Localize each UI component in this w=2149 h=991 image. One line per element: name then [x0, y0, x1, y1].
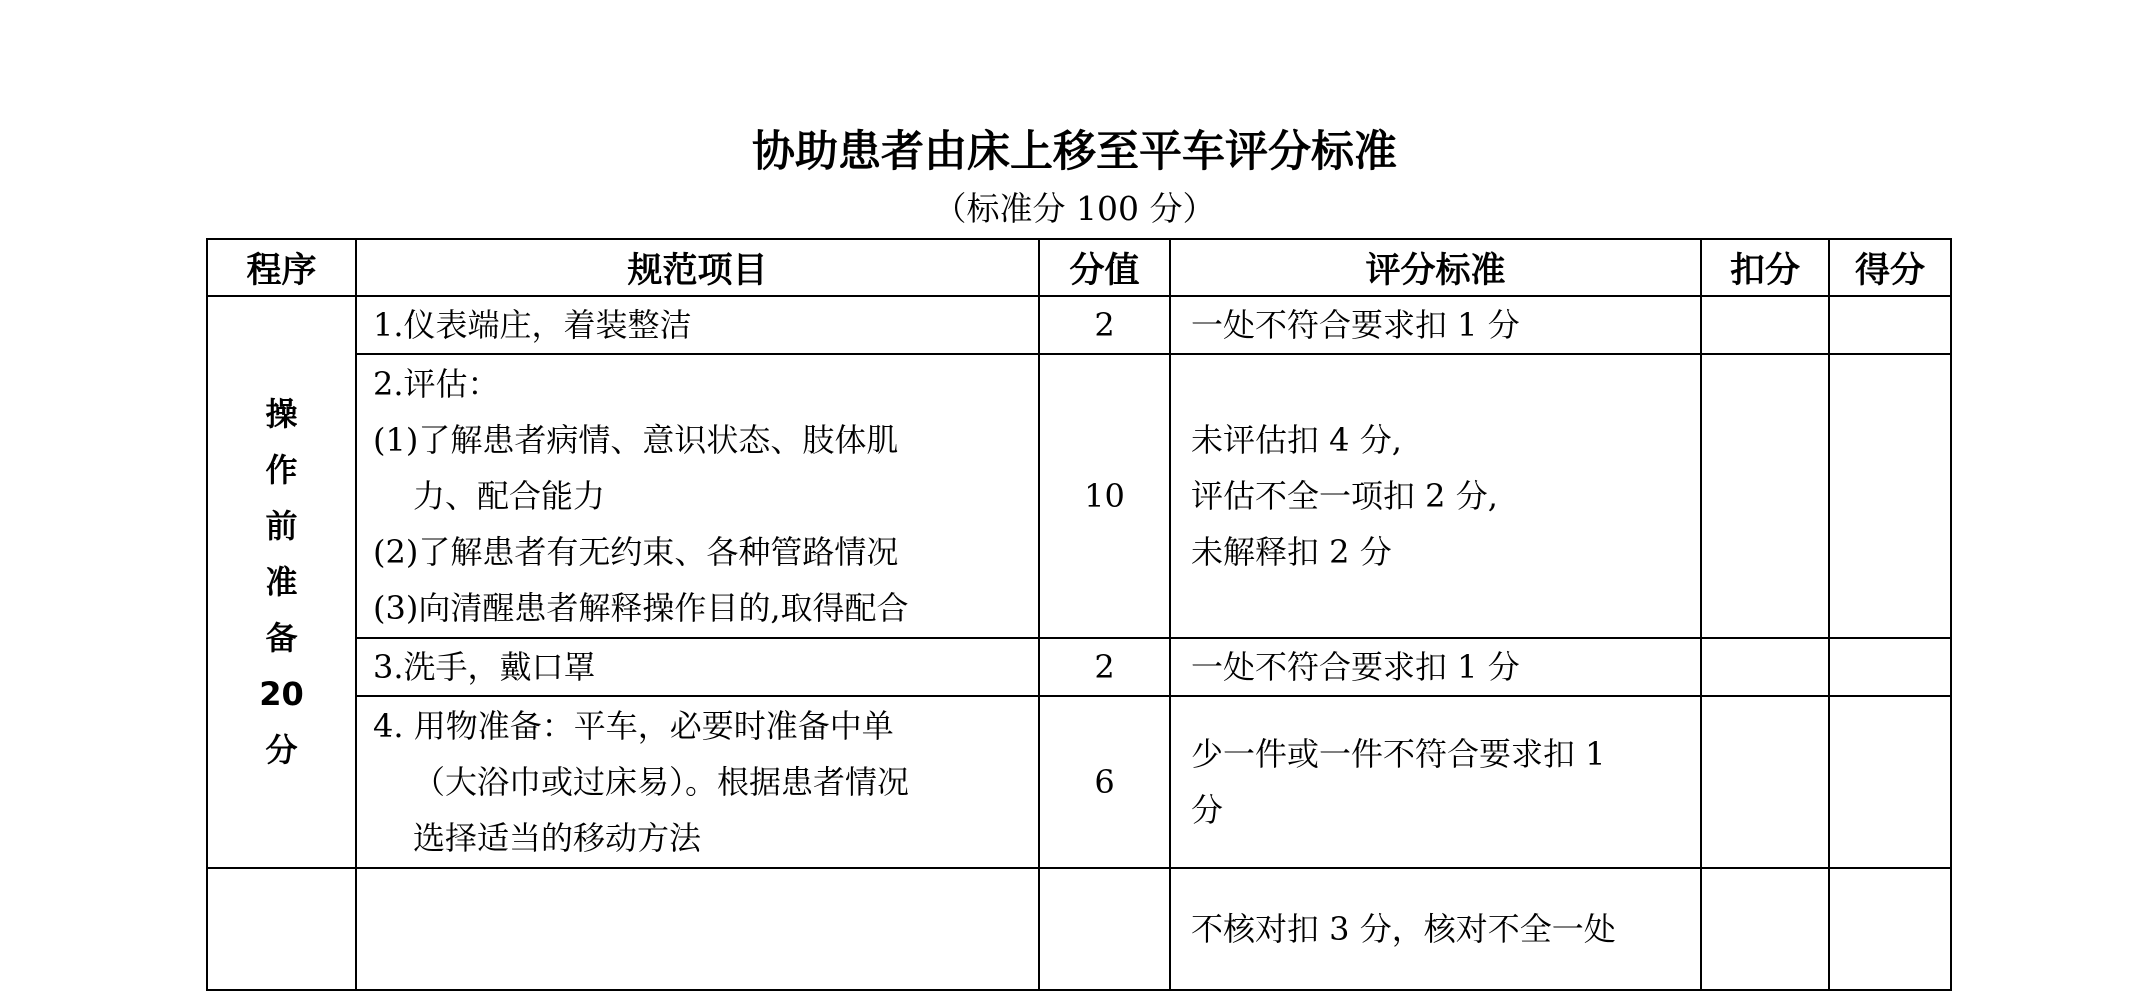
deduct-cell[interactable]: [1701, 354, 1829, 638]
item-text: (3)向清醒患者解释操作目的,取得配合: [373, 589, 909, 627]
item-text: (1)了解患者病情、意识状态、肢体肌: [373, 421, 899, 459]
criteria-text: 一处不符合要求扣 1 分: [1191, 648, 1520, 686]
criteria-cell: [1170, 354, 1701, 638]
procedure-cell: [207, 868, 356, 990]
value-cell: [1039, 868, 1170, 990]
procedure-char: 作: [265, 451, 298, 489]
item-text: 4. 用物准备：平车，必要时准备中单: [373, 707, 894, 745]
procedure-char: 备: [265, 619, 298, 657]
header-deduct: 扣分: [1701, 239, 1829, 296]
value-cell: 10: [1039, 354, 1170, 638]
procedure-char: 准: [265, 563, 298, 601]
table-header-row: [207, 239, 1951, 296]
criteria-text: 少一件或一件不符合要求扣 1: [1191, 735, 1606, 773]
deduct-cell[interactable]: [1701, 296, 1829, 354]
table-row: [207, 696, 1951, 868]
scoring-table: [206, 238, 1952, 991]
header-criteria: 评分标准: [1170, 239, 1701, 296]
procedure-char: 分: [265, 731, 298, 769]
criteria-cell: [1170, 868, 1701, 990]
criteria-text: 不核对扣 3 分，核对不全一处: [1191, 910, 1616, 948]
document-subtitle: （标准分 100 分）: [933, 189, 1216, 228]
item-text: 1.仪表端庄，着装整洁: [373, 306, 692, 344]
procedure-cell-pre-operation: [207, 296, 356, 868]
procedure-char: 20: [259, 675, 304, 713]
criteria-text: 未解释扣 2 分: [1191, 533, 1392, 571]
table-row: [207, 868, 1951, 990]
header-value: 分值: [1039, 239, 1170, 296]
procedure-char: 前: [265, 507, 298, 545]
item-text: 力、配合能力: [413, 477, 606, 515]
value-cell: 6: [1039, 696, 1170, 868]
score-cell[interactable]: [1829, 868, 1951, 990]
value-cell: 2: [1039, 296, 1170, 354]
criteria-cell: [1170, 696, 1701, 868]
header-procedure: 程序: [207, 239, 356, 296]
header-item: 规范项目: [356, 239, 1039, 296]
deduct-cell[interactable]: [1701, 868, 1829, 990]
table-row: [207, 638, 1951, 696]
score-cell[interactable]: [1829, 638, 1951, 696]
value-cell: 2: [1039, 638, 1170, 696]
criteria-text: 一处不符合要求扣 1 分: [1191, 306, 1520, 344]
criteria-cell: [1170, 638, 1701, 696]
item-cell: [356, 696, 1039, 868]
table-row: [207, 296, 1951, 354]
document-title: 协助患者由床上移至平车评分标准: [752, 127, 1397, 177]
criteria-text: 评估不全一项扣 2 分,: [1191, 477, 1498, 515]
item-text: (2)了解患者有无约束、各种管路情况: [373, 533, 899, 571]
item-cell: [356, 296, 1039, 354]
item-text: 2.评估：: [373, 365, 500, 403]
item-cell: [356, 868, 1039, 990]
item-text: 3.洗手，戴口罩: [373, 648, 596, 686]
item-cell: [356, 638, 1039, 696]
deduct-cell[interactable]: [1701, 638, 1829, 696]
item-text: （大浴巾或过床易）。根据患者情况: [413, 763, 910, 801]
criteria-text: 未评估扣 4 分,: [1191, 421, 1402, 459]
criteria-text: 分: [1191, 791, 1224, 829]
item-cell: [356, 354, 1039, 638]
item-text: 选择适当的移动方法: [413, 819, 702, 857]
score-cell[interactable]: [1829, 696, 1951, 868]
score-cell[interactable]: [1829, 296, 1951, 354]
header-score: 得分: [1829, 239, 1951, 296]
table-row: [207, 354, 1951, 638]
procedure-char: 操: [265, 395, 298, 433]
score-cell[interactable]: [1829, 354, 1951, 638]
criteria-cell: [1170, 296, 1701, 354]
deduct-cell[interactable]: [1701, 696, 1829, 868]
